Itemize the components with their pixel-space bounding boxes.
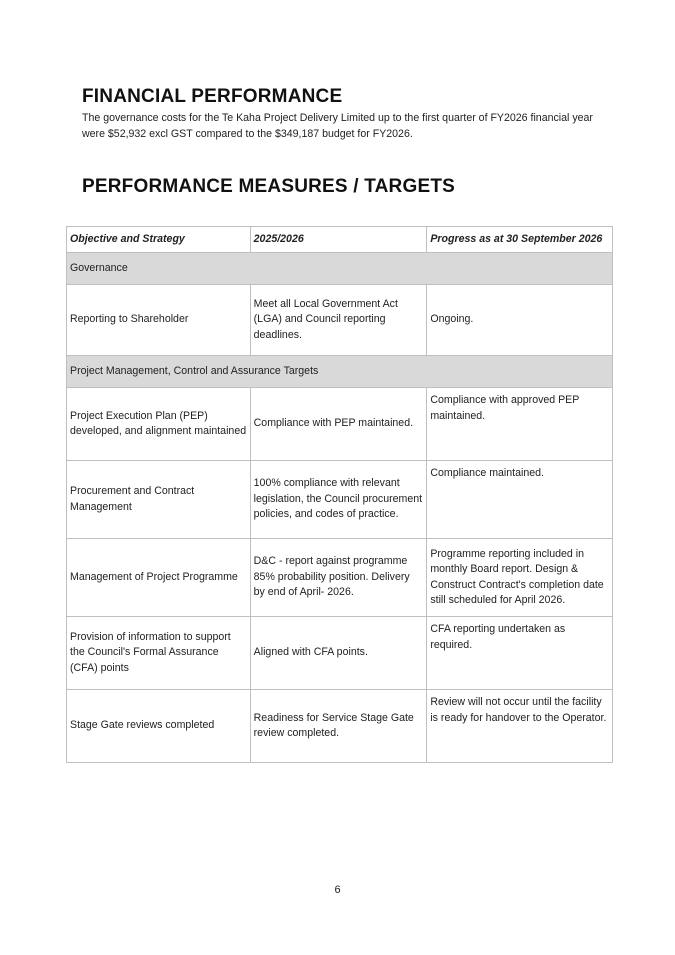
header-year: 2025/2026: [250, 227, 427, 253]
header-objective: Objective and Strategy: [67, 227, 251, 253]
table-row: [67, 285, 613, 356]
target-cell: Compliance with PEP maintained.: [250, 388, 427, 461]
performance-measures-heading: PERFORMANCE MEASURES / TARGETS: [82, 176, 456, 197]
target-cell: D&C - report against programme 85% probability position. Delivery by end of April- 2026.: [250, 539, 427, 617]
table-row: [67, 690, 613, 763]
target-cell: Meet all Local Government Act (LGA) and Council reporting deadlines.: [250, 285, 427, 356]
section-label: Governance: [67, 253, 613, 285]
section-row-project-management: [67, 356, 613, 388]
financial-performance-heading: FINANCIAL PERFORMANCE: [82, 86, 343, 107]
objective-cell: Reporting to Shareholder: [67, 285, 251, 356]
objective-cell: Procurement and Contract Management: [67, 461, 251, 539]
objective-cell: Project Execution Plan (PEP) developed, and alignment maintained: [67, 388, 251, 461]
objective-cell: Stage Gate reviews completed: [67, 690, 251, 763]
header-progress: Progress as at 30 September 2026: [427, 227, 613, 253]
progress-cell: CFA reporting undertaken as required.: [427, 617, 613, 690]
table-row: [67, 388, 613, 461]
progress-cell: Review will not occur until the facility is ready for handover to the Operator.: [427, 690, 613, 763]
progress-cell: Compliance maintained.: [427, 461, 613, 539]
performance-table: [66, 226, 613, 763]
section-label: Project Management, Control and Assurance Targets: [67, 356, 613, 388]
objective-cell: Provision of information to support the Council's Formal Assurance (CFA) points: [67, 617, 251, 690]
progress-cell: Compliance with approved PEP maintained.: [427, 388, 613, 461]
target-cell: Readiness for Service Stage Gate review completed.: [250, 690, 427, 763]
table-header-row: [67, 227, 613, 253]
page-number: 6: [334, 884, 341, 896]
target-cell: 100% compliance with relevant legislation, the Council procurement policies, and codes of practice.: [250, 461, 427, 539]
target-cell: Aligned with CFA points.: [250, 617, 427, 690]
progress-cell: Programme reporting included in monthly Board report. Design & Construct Contract's completion date still scheduled for April 2026.: [427, 539, 613, 617]
section-row-governance: [67, 253, 613, 285]
progress-cell: Ongoing.: [427, 285, 613, 356]
table-row: [67, 539, 613, 617]
table-row: [67, 461, 613, 539]
table-row: [67, 617, 613, 690]
objective-cell: Management of Project Programme: [67, 539, 251, 617]
financial-performance-text: The governance costs for the Te Kaha Project Delivery Limited up to the first quarter of FY2026 financial year were $52,932 excl GST compared to the $349,187 budget for FY2026.: [82, 112, 593, 140]
